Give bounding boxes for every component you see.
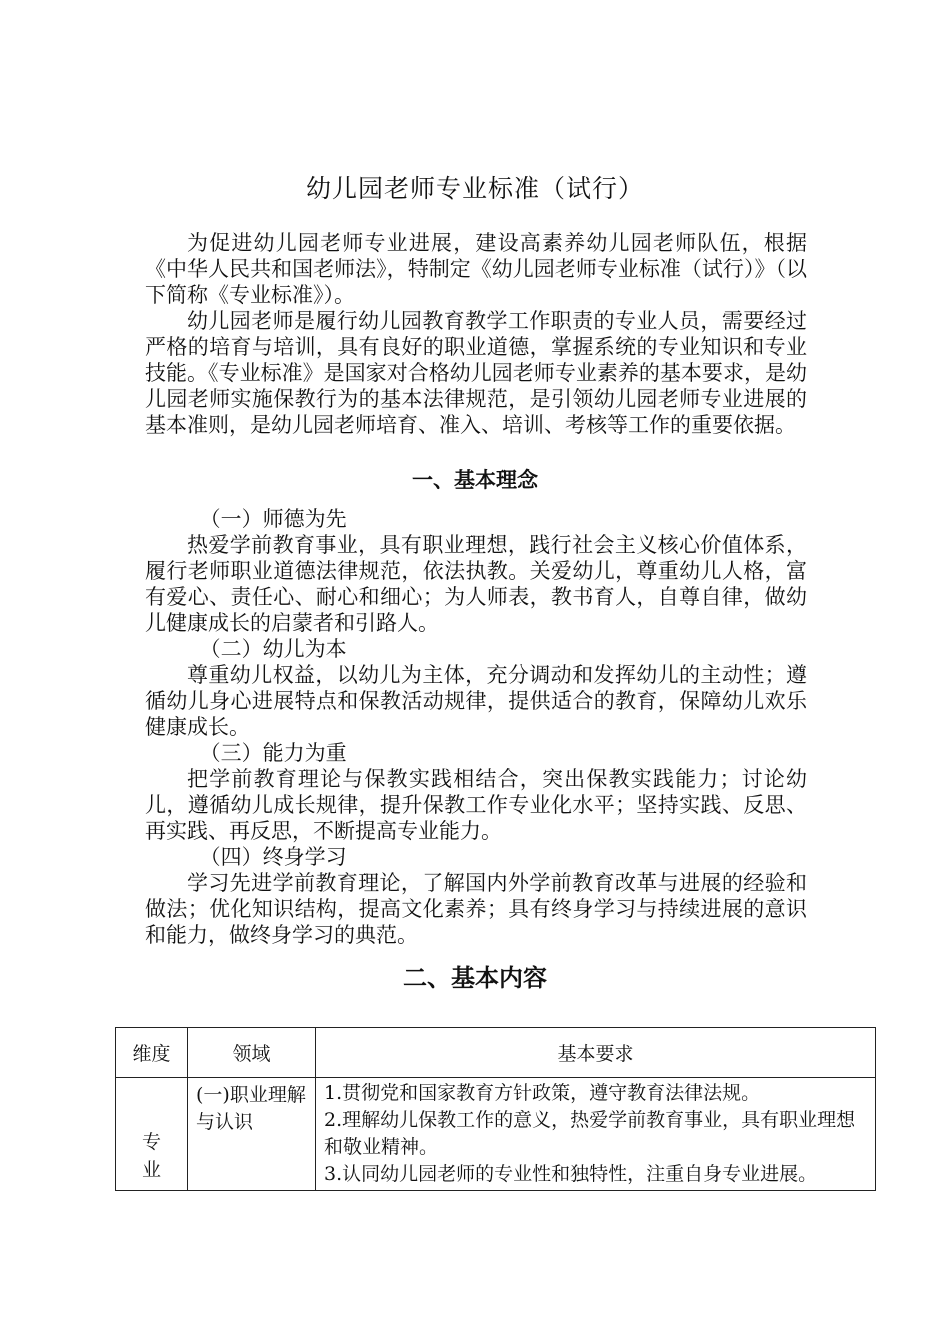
requirement-item: 3.认同幼儿园老师的专业性和独特性，注重自身专业进展。 — [324, 1163, 818, 1185]
intro-paragraph: 幼儿园老师是履行幼儿园教育教学工作职责的专业人员，需要经过严格的培育与培训，具有良好的职业道德，掌握系统的专业知识和专业技能。《专业标准》是国家对合格幼儿园老师专业素养的基本要求，是幼儿园老师实施保教行为的基本法律规范，是引领幼儿园老师专业进展的基本准则，是幼儿园老师培育、准入、培训、考核等工作的重要依据。 — [145, 309, 807, 437]
concept-title: （四）终身学习 — [199, 845, 347, 869]
field-cell: (一)职业理解与认识 — [188, 1078, 316, 1191]
concept-title: （三）能力为重 — [199, 741, 347, 765]
concept-text: 学习先进学前教育理论，了解国内外学前教育改革与进展的经验和做法；优化知识结构，提高文化素养；具有终身学习与持续进展的意识和能力，做终身学习的典范。 — [145, 871, 807, 947]
basic-concepts-block — [145, 506, 807, 948]
dimension-label: 专 业 — [141, 1131, 161, 1181]
document-title: 幼儿园老师专业标准（试行） — [305, 174, 644, 203]
concept-title: （一）师德为先 — [199, 507, 347, 531]
requirement-item: 2.理解幼儿保教工作的意义，热爱学前教育事业，具有职业理想和敬业精神。 — [324, 1109, 856, 1158]
section-heading-basic-concepts: 一、基本理念 — [412, 468, 538, 492]
concept-text: 热爱学前教育事业，具有职业理想，践行社会主义核心价值体系，履行老师职业道德法律规范，依法执教。关爱幼儿，尊重幼儿人格，富有爱心、责任心、耐心和细心；为人师表，教书育人，自尊自律，做幼儿健康成长的启蒙者和引路人。 — [145, 533, 807, 635]
header-dimension: 维度 — [116, 1028, 188, 1078]
header-field: 领域 — [188, 1028, 316, 1078]
requirement-item: 1.贯彻党和国家教育方针政策，遵守教育法律法规。 — [324, 1082, 761, 1104]
table-row — [116, 1078, 876, 1191]
requirements-cell — [316, 1078, 876, 1191]
header-requirements: 基本要求 — [316, 1028, 876, 1078]
intro-block — [145, 230, 807, 438]
dimension-cell — [116, 1078, 188, 1191]
concept-title: （二）幼儿为本 — [199, 637, 347, 661]
table-header-row — [116, 1028, 876, 1078]
concept-text: 把学前教育理论与保教实践相结合，突出保教实践能力；讨论幼儿，遵循幼儿成长规律，提升保教工作专业化水平；坚持实践、反思、再实践、再反思，不断提高专业能力。 — [145, 767, 807, 843]
intro-paragraph: 为促进幼儿园老师专业进展，建设高素养幼儿园老师队伍，根据《中华人民共和国老师法》，特制定《幼儿园老师专业标准（试行）》（以下简称《专业标准》）。 — [145, 231, 807, 307]
section-heading-basic-content: 二、基本内容 — [403, 964, 547, 992]
concept-text: 尊重幼儿权益，以幼儿为主体，充分调动和发挥幼儿的主动性；遵循幼儿身心进展特点和保教活动规律，提供适合的教育，保障幼儿欢乐健康成长。 — [145, 663, 807, 739]
standards-table — [115, 1027, 876, 1191]
